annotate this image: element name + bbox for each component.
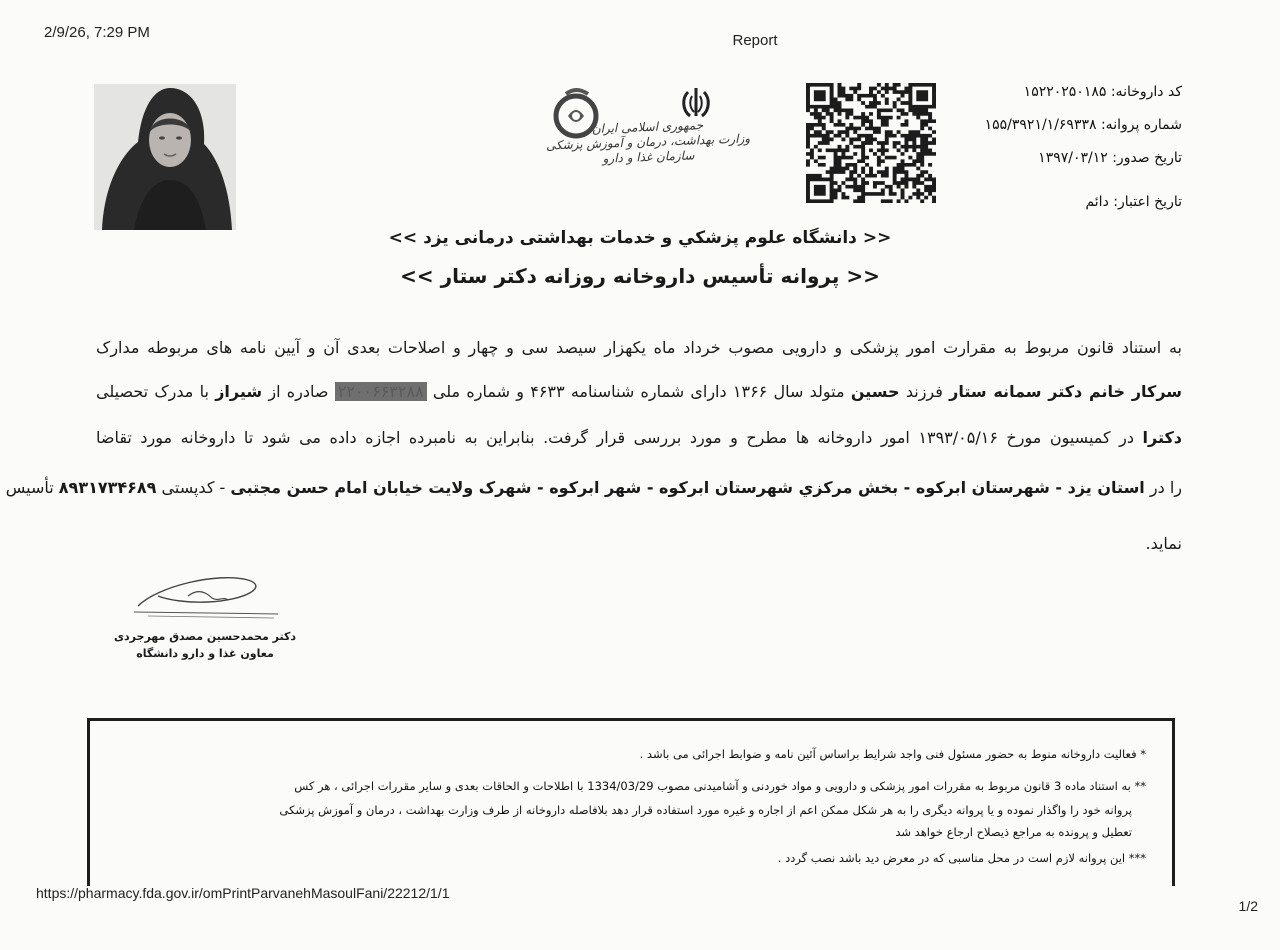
body-line-3: دکترا در کمیسیون مورخ ۱۳۹۳/۰۵/۱۶ امور داروخانه ها مطرح و مورد بررسی قرار گرفت. بنابراین به نامبرده اجازه داده می شود تا داروخانه مورد تقاضا bbox=[96, 428, 1182, 447]
print-title: Report bbox=[732, 32, 778, 49]
notice-2: ** به استناد ماده 3 قانون مربوط به مقررات امور پزشکی و دارویی و مواد خوردنی و آشامیدنی مصوب 1334/03/29 با اطلاحات و الحاقات بعدی و سایر مقررات اجرائی ، هر کس bbox=[294, 779, 1146, 793]
qr-code bbox=[806, 83, 936, 203]
body-line-1: به استناد قانون مربوط به مقرارت امور پزشکی و دارویی مصوب خرداد ماه یکهزار سیصد سی و چهار و اصلاحات بعدی آن و آیین نامه های مربوطه مدارک bbox=[96, 338, 1182, 357]
iran-emblem bbox=[678, 86, 714, 120]
signatory-name: دکتر محمدحسین مصدق مهرجردی bbox=[113, 630, 297, 643]
university-heading: << دانشگاه علوم پزشکي و خدمات بهداشتی درمانی یزد >> bbox=[388, 228, 892, 248]
print-date: 2/9/26, 7:29 PM bbox=[44, 24, 150, 41]
notice-2-end: تعطیل و پرونده به مراجع ذیصلاح ارجاع خواهد شد bbox=[895, 825, 1132, 839]
notice-1: * فعالیت داروخانه منوط به حضور مسئول فنی واجد شرایط براساس آئین نامه و ضوابط اجرائی می باشد . bbox=[639, 747, 1146, 761]
body-line-5: نماید. bbox=[1145, 534, 1182, 553]
license-title: << پروانه تأسیس داروخانه روزانه دکتر ستار >> bbox=[400, 264, 880, 288]
body-line-4: را در استان یزد - شهرستان ابرکوه - بخش مرکزي شهرستان ابرکوه - شهر ابرکوه - شهرک ولایت خیابان امام حسن مجتبی - کدپستی ۸۹۳۱۷۳۴۶۸۹ تأسیس bbox=[5, 478, 1182, 497]
ministry-name: جمهوری اسلامی ایران وزارت بهداشت، درمان و آموزش پزشکی سازمان غذا و دارو bbox=[545, 118, 751, 166]
signatory-position: معاون غذا و دارو دانشگاه bbox=[136, 647, 274, 660]
license-number: شماره پروانه: ۱۵۵/۳۹۲۱/۱/۶۹۳۳۸ bbox=[984, 117, 1182, 133]
redacted-national-id: ۲۲۰۰۶۶۳۲۸۸ bbox=[335, 382, 427, 401]
signatory bbox=[110, 628, 300, 662]
notice-3: *** این پروانه لازم است در محل مناسبی که در معرض دید باشد نصب گردد . bbox=[777, 851, 1146, 865]
applicant-photo bbox=[94, 84, 236, 230]
validity-date: تاریخ اعتبار: دائم bbox=[1085, 194, 1182, 210]
issue-date: تاریخ صدور: ۱۳۹۷/۰۳/۱۲ bbox=[1038, 150, 1182, 166]
body-line-2: سرکار خانم دکتر سمانه ستار فرزند حسین متولد سال ۱۳۶۶ دارای شماره شناسنامه ۴۶۳۳ و شماره ملی ۲۲۰۰۶۶۳۲۸۸ صادره از شیراز با مدرک تحصیلی bbox=[96, 382, 1183, 401]
notice-2-cont: پروانه خود را واگذار نموده و یا پروانه دیگری را به هر شکل ممکن اعم از اجاره و غیره مورد استفاده قرار دهد بلافاصله داروخانه از طرف وزارت بهداشت ، درمان و آموزش پزشکی bbox=[279, 803, 1132, 817]
handwritten-signature bbox=[128, 566, 280, 626]
print-url[interactable]: https://pharmacy.fda.gov.ir/omPrintParvanehMasoulFani/22212/1/1 bbox=[36, 885, 450, 901]
print-page-number: 1/2 bbox=[1238, 898, 1258, 914]
notice-box bbox=[87, 718, 1175, 886]
pharmacy-code: کد داروخانه: ۱۵۲۲۰۲۵۰۱۸۵ bbox=[1023, 84, 1182, 100]
